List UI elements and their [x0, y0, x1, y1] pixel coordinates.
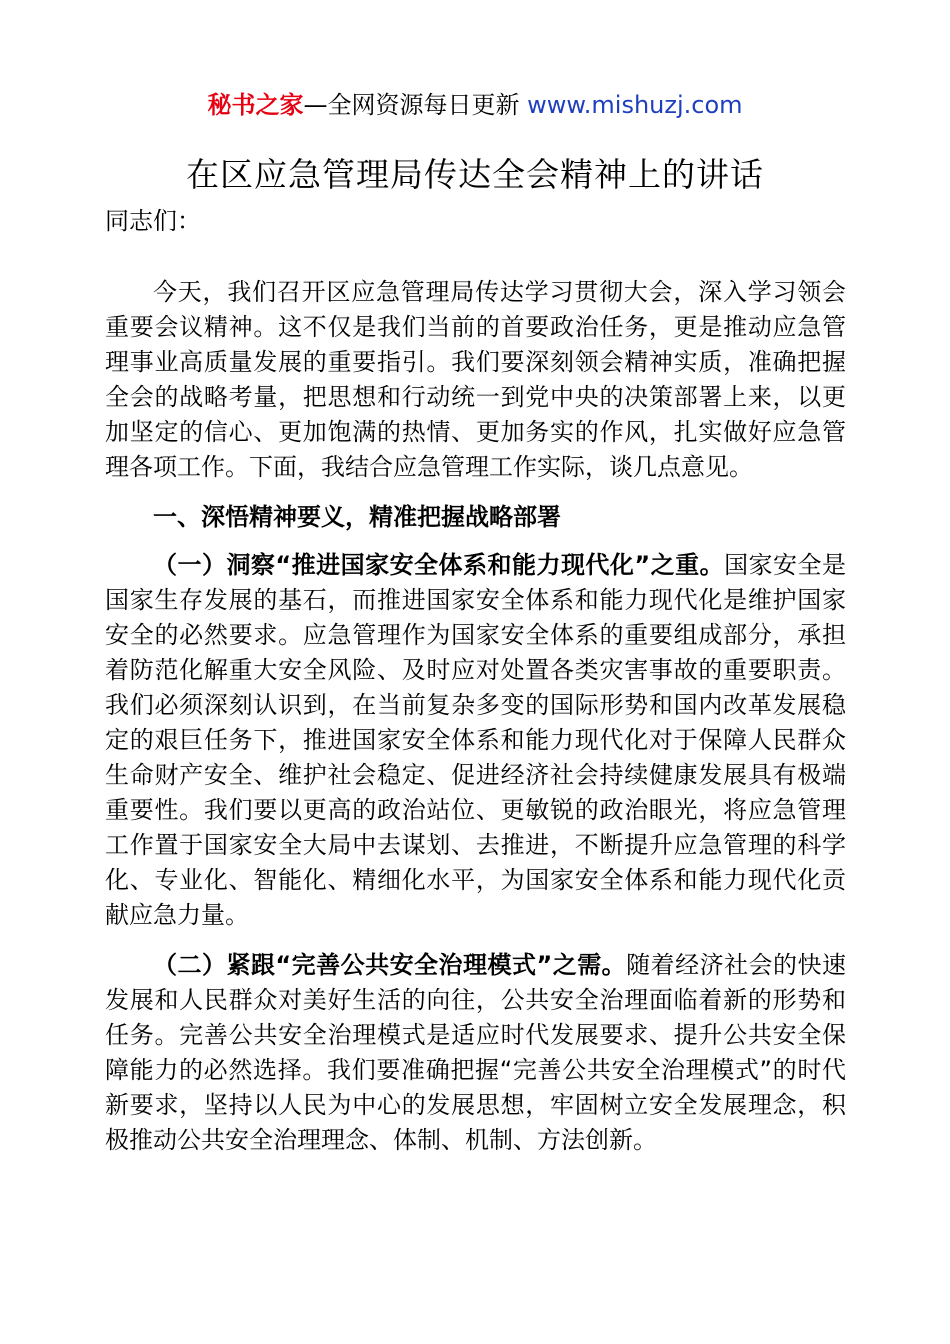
document-body — [105, 275, 846, 1173]
intro-paragraph: 今天，我们召开区应急管理局传达学习贯彻大会，深入学习领会重要会议精神。这不仅是我们当前的首要政治任务，更是推动应急管理事业高质量发展的重要指引。我们要深刻领会精神实质，准确把握全会的战略考量，把思想和行动统一到党中央的决策部署上来，以更加坚定的信心、更加饱满的热情、更加务实的作风，扎实做好应急管理各项工作。下面，我结合应急管理工作实际，谈几点意见。 — [105, 278, 846, 481]
section-heading-1: 一、深悟精神要义，精准把握战略部署 — [153, 503, 561, 531]
salutation: 同志们： — [105, 207, 201, 235]
item-2-body: 随着经济社会的快速发展和人民群众对美好生活的向往，公共安全治理面临着新的形势和任务。完善公共安全治理模式是适应时代发展要求、提升公共安全保障能力的必然选择。我们要准确把握“完善公共安全治理模式”的时代新要求，坚持以人民为中心的发展思想，牢固树立安全发展理念，积极推动公共安全治理理念、体制、机制、方法创新。 — [105, 951, 846, 1154]
item-1-lead: （一）洞察“推进国家安全体系和能力现代化”之重。 — [153, 551, 725, 579]
paragraph-item-2 — [105, 948, 846, 1158]
site-url-link[interactable]: www.mishuzj.com — [527, 91, 743, 119]
item-1-body: 国家安全是国家生存发展的基石，而推进国家安全体系和能力现代化是维护国家安全的必然要求。应急管理作为国家安全体系的重要组成部分，承担着防范化解重大安全风险、及时应对处置各类灾害事故的重要职责。我们必须深刻认识到，在当前复杂多变的国际形势和国内改革发展稳定的艰巨任务下，推进国家安全体系和能力现代化对于保障人民群众生命财产安全、维护社会稳定、促进经济社会持续健康发展具有极端重要性。我们要以更高的政治站位、更敏锐的政治眼光，将应急管理工作置于国家安全大局中去谋划、去推进，不断提升应急管理的科学化、专业化、智能化、精细化水平，为国家安全体系和能力现代化贡献应急力量。 — [105, 551, 846, 929]
site-slogan: —全网资源每日更新 — [303, 91, 520, 119]
site-header-banner — [0, 88, 950, 122]
site-brand: 秘书之家 — [207, 91, 304, 119]
document-title: 在区应急管理局传达全会精神上的讲话 — [186, 155, 764, 194]
paragraph-item-1 — [105, 548, 846, 933]
item-2-lead: （二）紧跟“完善公共安全治理模式”之需。 — [153, 951, 627, 979]
